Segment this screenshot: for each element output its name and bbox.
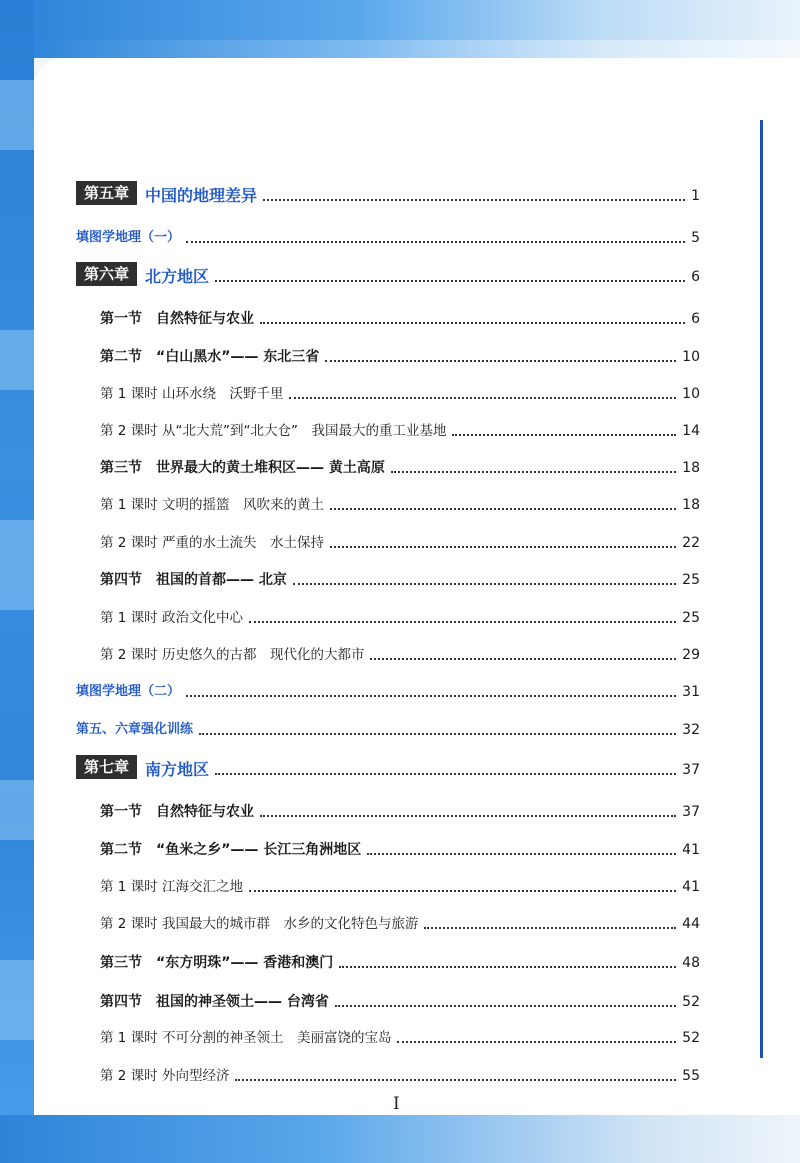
toc-entry-page: 52 bbox=[682, 1030, 700, 1046]
toc-entry-title: 第 2 课时 我国最大的城市群 水乡的文化特色与旅游 bbox=[100, 916, 419, 932]
toc-entry[interactable] bbox=[76, 181, 700, 205]
toc-entry-title: 第一节 自然特征与农业 bbox=[100, 804, 254, 820]
toc-entry[interactable] bbox=[100, 640, 700, 664]
dot-leader bbox=[199, 733, 676, 735]
dot-leader bbox=[249, 890, 676, 892]
toc-entry-title: 填图学地理（二） bbox=[76, 684, 181, 699]
dot-leader bbox=[186, 695, 676, 697]
toc-entry-page: 29 bbox=[682, 647, 700, 663]
dot-leader bbox=[260, 815, 676, 817]
toc-entry-title: 第五、六章强化训练 bbox=[76, 722, 194, 737]
toc-entry[interactable] bbox=[100, 528, 700, 552]
toc-entry[interactable] bbox=[100, 1023, 700, 1047]
toc-entry[interactable] bbox=[100, 909, 700, 933]
toc-entry-page: 6 bbox=[691, 269, 700, 285]
toc-entry-page: 52 bbox=[682, 994, 700, 1010]
toc-entry-title: 第 1 课时 山环水绕 沃野千里 bbox=[100, 386, 284, 402]
toc-entry-page: 18 bbox=[682, 497, 700, 513]
toc-entry-page: 25 bbox=[682, 610, 700, 626]
dot-leader bbox=[424, 927, 676, 929]
toc-entry[interactable] bbox=[100, 304, 700, 328]
toc-entry-title: 填图学地理（一） bbox=[76, 230, 181, 245]
toc-entry-page: 14 bbox=[682, 423, 700, 439]
toc-entry-title: 第一节 自然特征与农业 bbox=[100, 311, 254, 327]
dot-leader bbox=[452, 434, 676, 436]
page-number: I bbox=[393, 1094, 400, 1114]
toc-entry-page: 1 bbox=[691, 188, 700, 204]
toc-entry-title: 第 1 课时 政治文化中心 bbox=[100, 610, 243, 626]
dot-leader bbox=[339, 966, 676, 968]
dot-leader bbox=[215, 773, 676, 775]
toc-entry-title: 第 1 课时 不可分割的神圣领土 美丽富饶的宝岛 bbox=[100, 1030, 392, 1046]
dot-leader bbox=[325, 360, 676, 362]
toc-entry-page: 37 bbox=[682, 762, 700, 778]
chapter-badge: 第六章 bbox=[76, 262, 137, 286]
toc-entry-title: 第 2 课时 历史悠久的古都 现代化的大都市 bbox=[100, 647, 365, 663]
toc-entry-title: 第四节 祖国的首都—— 北京 bbox=[100, 572, 287, 588]
toc-entry-title: 第二节 “鱼米之乡”—— 长江三角洲地区 bbox=[100, 842, 362, 858]
toc-entry[interactable] bbox=[100, 1061, 700, 1085]
toc-entry-title: 南方地区 bbox=[145, 760, 210, 779]
toc-entry-page: 25 bbox=[682, 572, 700, 588]
chapter-badge: 第七章 bbox=[76, 755, 137, 779]
toc-entry-page: 32 bbox=[682, 722, 700, 738]
dot-leader bbox=[330, 508, 676, 510]
toc-entry-page: 44 bbox=[682, 916, 700, 932]
toc-entry[interactable] bbox=[100, 379, 700, 403]
toc-entry[interactable] bbox=[100, 342, 700, 366]
dot-leader bbox=[335, 1005, 676, 1007]
toc-entry-page: 41 bbox=[682, 842, 700, 858]
dot-leader bbox=[186, 241, 685, 243]
toc-entry-title: 第三节 “东方明珠”—— 香港和澳门 bbox=[100, 955, 334, 971]
dot-leader bbox=[215, 280, 685, 282]
toc-entry[interactable] bbox=[76, 223, 700, 247]
toc-entry-title: 第 2 课时 外向型经济 bbox=[100, 1068, 230, 1084]
toc-entry-title: 第 2 课时 严重的水土流失 水土保持 bbox=[100, 535, 324, 551]
toc-entry-title: 中国的地理差异 bbox=[145, 186, 258, 205]
toc-entry[interactable] bbox=[100, 416, 700, 440]
toc-entry-page: 31 bbox=[682, 684, 700, 700]
toc-entry[interactable] bbox=[100, 603, 700, 627]
toc-entry[interactable] bbox=[100, 453, 700, 477]
toc-entry-title: 第 1 课时 江海交汇之地 bbox=[100, 879, 243, 895]
toc-entry[interactable] bbox=[100, 987, 700, 1011]
toc-entry[interactable] bbox=[100, 872, 700, 896]
toc-entry[interactable] bbox=[100, 948, 700, 972]
toc-entry-page: 5 bbox=[691, 230, 700, 246]
dot-leader bbox=[289, 397, 676, 399]
toc-entry-title: 第 1 课时 文明的摇篮 风吹来的黄土 bbox=[100, 497, 324, 513]
toc-entry[interactable] bbox=[100, 565, 700, 589]
dot-leader bbox=[263, 199, 685, 201]
toc-entry[interactable] bbox=[76, 677, 700, 701]
toc-entry[interactable] bbox=[76, 262, 700, 286]
dot-leader bbox=[293, 583, 676, 585]
toc-entry[interactable] bbox=[100, 797, 700, 821]
toc-entry-page: 18 bbox=[682, 460, 700, 476]
toc-entry[interactable] bbox=[76, 755, 700, 779]
toc-entry-page: 48 bbox=[682, 955, 700, 971]
toc-entry-page: 10 bbox=[682, 349, 700, 365]
toc-entry-title: 第四节 祖国的神圣领土—— 台湾省 bbox=[100, 994, 329, 1010]
toc-entry-title: 第 2 课时 从“北大荒”到“北大仓” 我国最大的重工业基地 bbox=[100, 423, 447, 439]
toc-entry-page: 10 bbox=[682, 386, 700, 402]
toc-entry-page: 55 bbox=[682, 1068, 700, 1084]
dot-leader bbox=[235, 1079, 676, 1081]
toc-entry-page: 37 bbox=[682, 804, 700, 820]
toc-entry[interactable] bbox=[76, 715, 700, 739]
dot-leader bbox=[367, 853, 676, 855]
toc-entry-title: 第三节 世界最大的黄土堆积区—— 黄土高原 bbox=[100, 460, 385, 476]
dot-leader bbox=[249, 621, 676, 623]
toc-entry[interactable] bbox=[100, 835, 700, 859]
dot-leader bbox=[370, 658, 676, 660]
dot-leader bbox=[391, 471, 676, 473]
dot-leader bbox=[330, 546, 676, 548]
toc-entry-title: 北方地区 bbox=[145, 267, 210, 286]
toc-entry-page: 41 bbox=[682, 879, 700, 895]
toc-entry[interactable] bbox=[100, 490, 700, 514]
toc-entry-title: 第二节 “白山黑水”—— 东北三省 bbox=[100, 349, 320, 365]
toc-entry-page: 22 bbox=[682, 535, 700, 551]
dot-leader bbox=[260, 322, 685, 324]
chapter-badge: 第五章 bbox=[76, 181, 137, 205]
dot-leader bbox=[397, 1041, 676, 1043]
toc-entry-page: 6 bbox=[691, 311, 700, 327]
